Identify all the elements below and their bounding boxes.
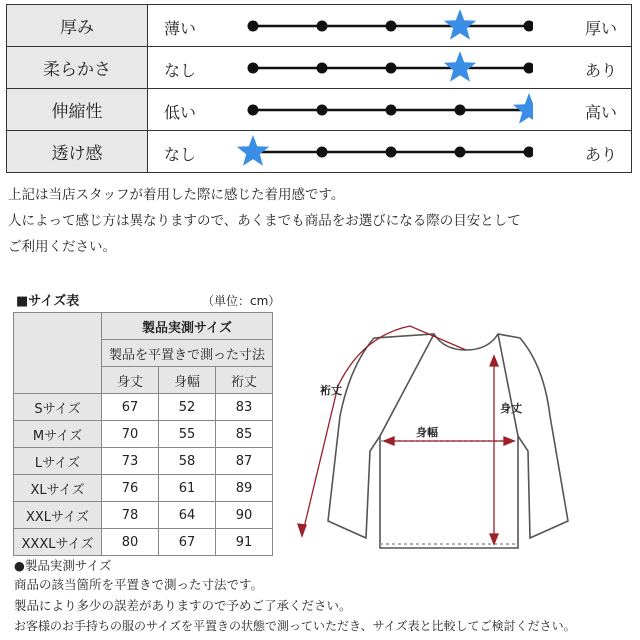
feel-dot [317, 21, 328, 32]
size-header-main: 製品実測サイズ [102, 313, 273, 340]
feel-dot [455, 147, 466, 158]
size-chart-unit: （単位：cm） [202, 294, 281, 308]
feel-track [233, 47, 533, 89]
feel-dot [386, 21, 397, 32]
feel-dot [386, 105, 397, 116]
size-value: 73 [102, 448, 159, 475]
feel-label: 厚み [7, 5, 148, 47]
size-value: 52 [159, 394, 216, 421]
table-row [14, 475, 273, 502]
feel-high-label: 厚い [584, 19, 617, 38]
feel-row [7, 47, 632, 89]
size-label: Mサイズ [14, 421, 102, 448]
size-value: 67 [102, 394, 159, 421]
feel-dot [386, 147, 397, 158]
feel-star-icon [237, 135, 269, 166]
footer-line-3: お客様のお手持ちの服のサイズを平置きの状態で測っていただき、サイズ表と比較してご検討ください。 [14, 619, 576, 633]
feel-track [233, 5, 533, 47]
table-row [14, 502, 273, 529]
table-row [14, 421, 273, 448]
feel-dot [248, 105, 259, 116]
feel-dot [386, 63, 397, 74]
feel-dot [524, 63, 534, 74]
feel-track [233, 131, 533, 173]
size-label: Sサイズ [14, 394, 102, 421]
label-yuki: 裄丈 [320, 384, 342, 397]
feel-label: 透け感 [7, 131, 148, 173]
size-chart-title: ■サイズ表 [16, 294, 80, 309]
size-column-header: 裄丈 [216, 367, 273, 394]
feel-dot [455, 105, 466, 116]
feel-dot [524, 147, 534, 158]
feel-dot [524, 21, 534, 32]
size-chart-table [13, 312, 273, 556]
feel-dot [317, 147, 328, 158]
shirt-diagram [282, 316, 582, 566]
feel-high-label: 高い [584, 103, 617, 122]
note-line-1: 上記は当店スタッフが着用した際に感じた着用感です。 [8, 187, 345, 203]
size-value: 76 [102, 475, 159, 502]
feel-track [233, 89, 533, 131]
size-value: 64 [159, 502, 216, 529]
size-header-sub: 製品を平置きで測った寸法 [102, 340, 273, 367]
feel-low-label: なし [164, 145, 197, 164]
size-value: 91 [216, 529, 273, 556]
label-mitake: 身丈 [500, 402, 522, 415]
size-value: 85 [216, 421, 273, 448]
size-label: XXXLサイズ [14, 529, 102, 556]
size-label: Lサイズ [14, 448, 102, 475]
feel-track-cell [148, 89, 632, 131]
table-row [14, 448, 273, 475]
size-value: 61 [159, 475, 216, 502]
feel-high-label: あり [584, 145, 617, 164]
table-row [14, 529, 273, 556]
feel-star-icon [444, 9, 476, 40]
feel-low-label: 薄い [164, 19, 197, 38]
feel-dot [248, 63, 259, 74]
size-value: 78 [102, 502, 159, 529]
note-line-3: ご利用ください。 [8, 239, 116, 255]
size-value: 90 [216, 502, 273, 529]
feel-dot [317, 105, 328, 116]
footer-line-1: 商品の該当箇所を平置きで測った寸法です。 [14, 577, 264, 592]
feel-low-label: 低い [164, 103, 197, 122]
size-value: 80 [102, 529, 159, 556]
size-label: XLサイズ [14, 475, 102, 502]
size-value: 83 [216, 394, 273, 421]
feel-row [7, 5, 632, 47]
footer-line-2: 製品により多少の誤差がありますので予めご了承ください。 [14, 598, 352, 613]
feel-star-icon [444, 51, 476, 82]
size-value: 58 [159, 448, 216, 475]
feel-track-cell [148, 5, 632, 47]
table-row [14, 394, 273, 421]
footer-title: ●製品実測サイズ [14, 558, 112, 573]
size-column-header: 身丈 [102, 367, 159, 394]
size-value: 67 [159, 529, 216, 556]
size-value: 87 [216, 448, 273, 475]
size-header-blank [14, 313, 102, 394]
feel-star-icon [513, 93, 533, 124]
feel-row [7, 131, 632, 173]
size-value: 55 [159, 421, 216, 448]
feel-scale-table [6, 4, 632, 173]
label-mihaba: 身幅 [416, 426, 438, 439]
feel-track-cell [148, 131, 632, 173]
feel-dot [248, 21, 259, 32]
size-label: XXLサイズ [14, 502, 102, 529]
feel-label: 柔らかさ [7, 47, 148, 89]
size-value: 70 [102, 421, 159, 448]
size-value: 89 [216, 475, 273, 502]
feel-low-label: なし [164, 61, 197, 80]
note-line-2: 人によって感じ方は異なりますので、あくまでも商品をお選びになる際の目安として [8, 213, 521, 229]
feel-dot [317, 63, 328, 74]
feel-high-label: あり [584, 61, 617, 80]
measure-lines [298, 326, 514, 544]
feel-label: 伸縮性 [7, 89, 148, 131]
size-column-header: 身幅 [159, 367, 216, 394]
feel-track-cell [148, 47, 632, 89]
feel-row [7, 89, 632, 131]
